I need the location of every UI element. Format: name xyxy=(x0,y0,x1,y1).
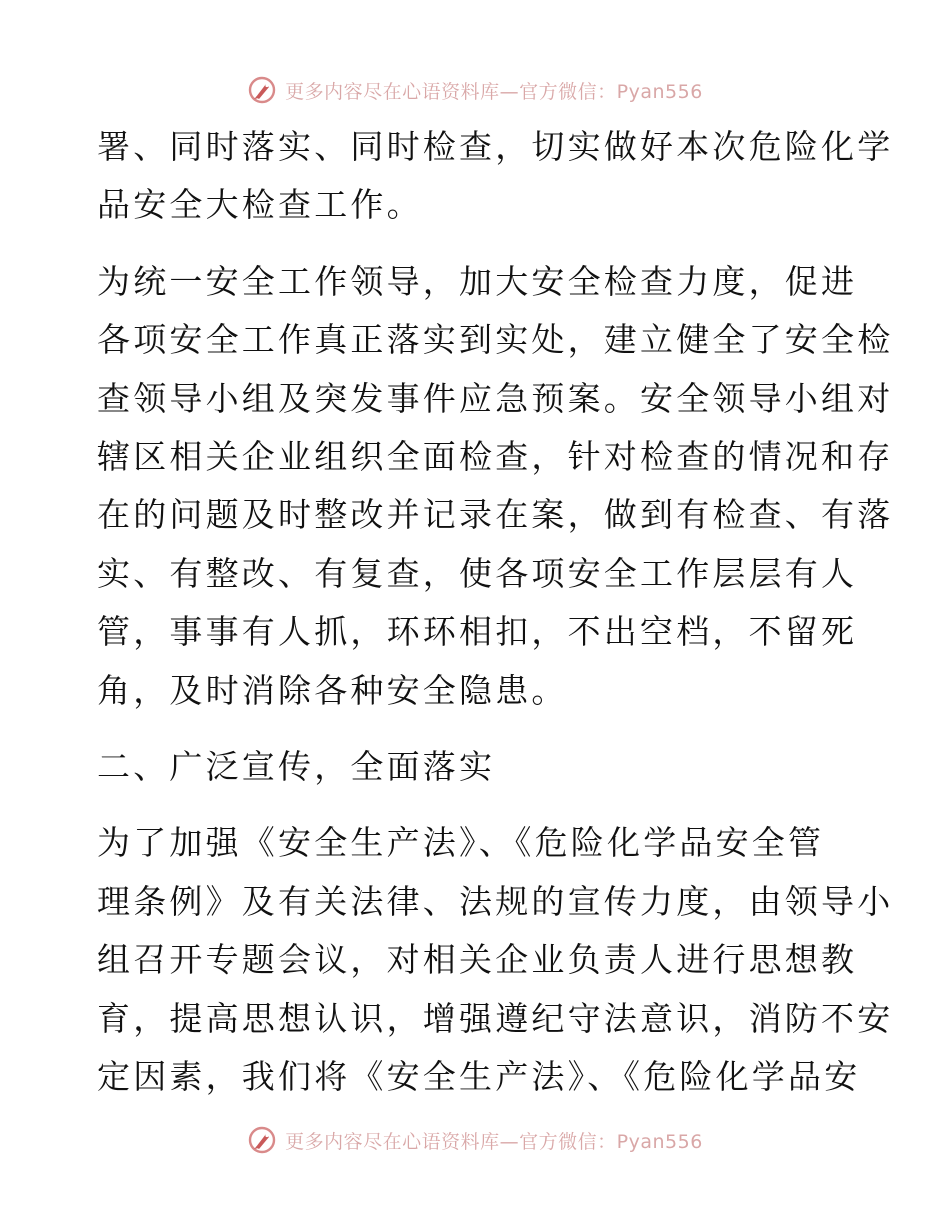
pen-nib-logo-icon xyxy=(247,1125,277,1155)
text-line: 定因素，我们将《安全生产法》、《危险化学品安 xyxy=(97,1057,861,1097)
pen-nib-logo-icon xyxy=(247,75,277,105)
watermark-text: 更多内容尽在心语资料库—官方微信：Pyan556 xyxy=(285,80,703,103)
text-line: 育，提高思想认识，增强遵纪守法意识，消防不安 xyxy=(97,998,894,1038)
text-line: 为统一安全工作领导，加大安全检查力度，促进 xyxy=(97,261,858,301)
text-line: 品安全大检查工作。 xyxy=(97,185,423,225)
paragraph xyxy=(97,814,894,1106)
text-line: 组召开专题会议，对相关企业负责人进行思想教 xyxy=(97,940,858,980)
section-heading xyxy=(97,738,857,796)
text-line: 实、有整改、有复查，使各项安全工作层层有人 xyxy=(97,553,858,593)
text-line: 辖区相关企业组织全面检查，针对检查的情况和存 xyxy=(97,437,894,477)
text-line: 在的问题及时整改并记录在案，做到有检查、有落 xyxy=(97,495,894,535)
text-line: 管，事事有人抓，环环相扣，不出空档，不留死 xyxy=(97,612,858,652)
text-line: 署、同时落实、同时检查，切实做好本次危险化学 xyxy=(97,127,894,166)
text-line: 为了加强《安全生产法》、《危险化学品安全管 xyxy=(97,823,825,863)
text-line: 二、广泛宣传，全面落实 xyxy=(97,747,496,787)
text-line: 查领导小组及突发事件应急预案。安全领导小组对 xyxy=(97,378,894,418)
paragraph xyxy=(97,118,894,235)
text-line: 各项安全工作真正落实到实处，建立健全了安全检 xyxy=(97,320,894,360)
text-line: 理条例》及有关法律、法规的宣传力度，由领导小 xyxy=(97,881,894,921)
document-body xyxy=(97,118,894,1107)
watermark-text: 更多内容尽在心语资料库—官方微信：Pyan556 xyxy=(285,1130,703,1153)
text-line: 角，及时消除各种安全隐患。 xyxy=(97,670,568,710)
header-watermark xyxy=(0,70,950,110)
footer-watermark xyxy=(0,1120,950,1160)
paragraph xyxy=(97,253,894,720)
